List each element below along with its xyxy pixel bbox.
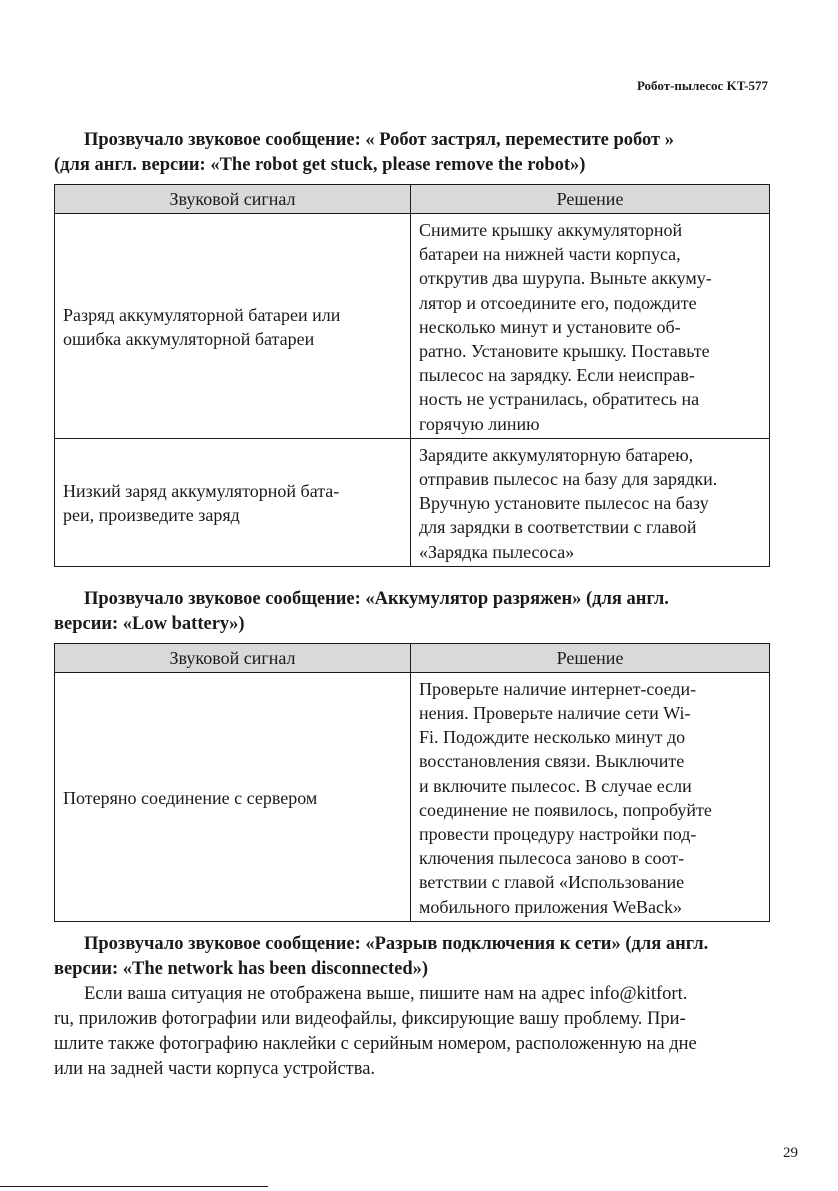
contact-paragraph: Если ваша ситуация не отображена выше, пишите нам на адрес info@kitfort. ru, приложив фотографии или видеофайлы, фиксирующие вашу проблему. При- шлите также фотографию наклейки с серийным номером, расположенную на дне или на задней части корпуса устройства. xyxy=(54,983,697,1079)
solution-cell: Снимите крышку аккумуляторной батареи на нижней части корпуса, открутив два шурупа. Выньте аккуму- лятор и отсоедините его, подождите несколько минут и установите об- ратно. Установите крышку. Поставьте пылесос на зарядку. Если неисправ- ность не устранилась, обратитесь на горячую линию xyxy=(411,214,770,439)
column-header-signal: Звуковой сигнал xyxy=(55,185,411,214)
signal-cell: Низкий заряд аккумуляторной бата- реи, произведите заряд xyxy=(55,438,411,566)
section-heading: Прозвучало звуковое сообщение: « Робот застрял, переместите робот » (для англ. версии: «The robot get stuck, please remove the robot») xyxy=(54,130,675,175)
column-header-signal: Звуковой сигнал xyxy=(55,643,411,672)
column-header-solution: Решение xyxy=(411,643,770,672)
troubleshooting-table xyxy=(54,184,770,567)
table-row xyxy=(55,214,770,439)
solution-cell: Зарядите аккумуляторную батарею, отправив пылесос на базу для зарядки. Вручную установите пылесос на базу для зарядки в соответствии с главой «Зарядка пылесоса» xyxy=(411,438,770,566)
signal-cell: Разряд аккумуляторной батареи или ошибка аккумуляторной батареи xyxy=(55,214,411,439)
table-header-row xyxy=(55,185,770,214)
signal-cell: Потеряно соединение с сервером xyxy=(55,672,411,921)
section-heading: Прозвучало звуковое сообщение: «Аккумулятор разряжен» (для англ. версии: «Low battery») xyxy=(54,588,669,634)
footer-divider xyxy=(0,1186,268,1187)
troubleshooting-table xyxy=(54,643,770,922)
table-header-row xyxy=(55,643,770,672)
column-header-solution: Решение xyxy=(411,185,770,214)
page-content xyxy=(54,128,769,1082)
section-heading: Прозвучало звуковое сообщение: «Разрыв подключения к сети» (для англ. версии: «The network has been disconnected») xyxy=(54,933,709,979)
page-number: 29 xyxy=(783,1145,798,1161)
running-header: Робот-пылесос KT-577 xyxy=(636,78,768,93)
table-row xyxy=(55,672,770,921)
solution-cell: Проверьте наличие интернет-соеди- нения. Проверьте наличие сети Wi- Fi. Подождите несколько минут до восстановления связи. Выключите и включите пылесос. В случае если соединение не появилось, попробуйте провести процедуру настройки под- ключения пылесоса заново в соот- ветствии с главой «Использование мобильного приложения WeBack» xyxy=(411,672,770,921)
table-row xyxy=(55,438,770,566)
